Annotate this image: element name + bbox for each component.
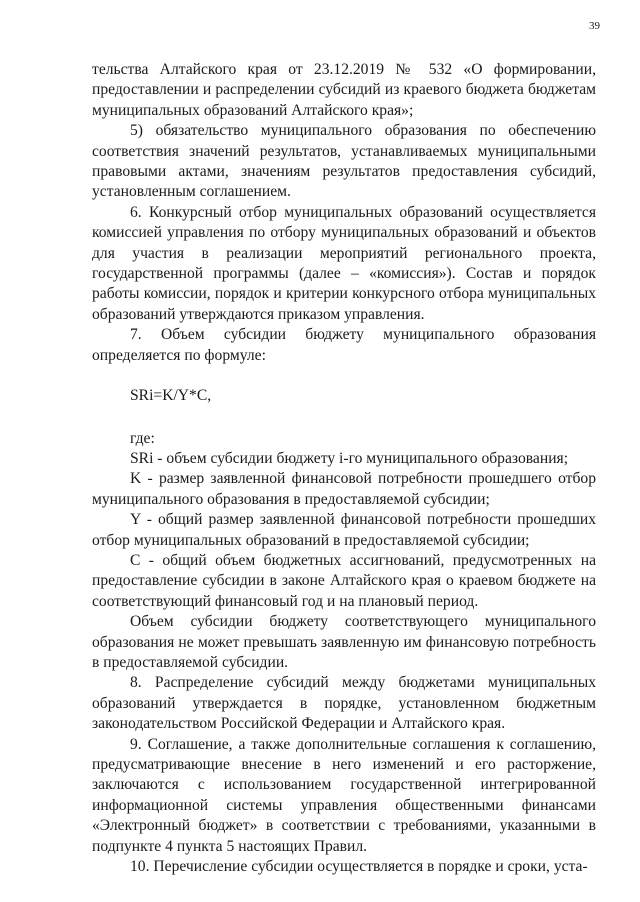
definition-c: C - общий объем бюджетных ассигнований, предусмотренных на предоставление субсидии в законе Алтайского края о краевом бюджете на соответствующий финансовый год и на плановый период. — [92, 551, 596, 610]
paragraph-item-6: 6. Конкурсный отбор муниципальных образований осуществляется комиссией управления по отбору муниципальных образований и объектов для участия в реализации мероприятий регионального проекта, государственной программы (далее – «комиссия»). Состав и порядок работы комиссии, порядок и критерии конкурсного отбора муниципальных образований утверждаются приказом управления. — [92, 203, 596, 323]
paragraph-item-7: 7. Объем субсидии бюджету муниципального образования определяется по формуле: — [92, 326, 596, 364]
document-body — [92, 60, 596, 877]
paragraph-item-9: 9. Соглашение, а также дополнительные соглашения к соглашению, предусматривающие внесение в него изменений и его расторжение, заключаются с использованием государственной интегрированной информационной системы управления общественными финансами «Электронный бюджет» в соответствии с требованиями, указанными в подпункте 4 пункта 5 настоящих Правил. — [92, 735, 596, 855]
formula: SRi=K/Y*C, — [130, 387, 212, 405]
paragraph-item-10: 10. Перечисление субсидии осуществляется в порядке и сроки, уста- — [130, 858, 588, 876]
definition-k: K - размер заявленной финансовой потребности прошедшего отбор муниципального образования в предоставляемой субсидии; — [92, 470, 596, 508]
paragraph-subsidy-limit: Объем субсидии бюджету соответствующего муниципального образования не может превышать заявленную им финансовую потребность в предоставляемой субсидии. — [92, 613, 596, 671]
paragraph-continuation: тельства Алтайского края от 23.12.2019 № 532 «О формировании, предоставлении и распределении субсидий из краевого бюджета бюджетам муниципальных образований Алтайского края»; — [92, 61, 596, 119]
definition-sri: SRi - объем субсидии бюджету i-го муниципального образования; — [130, 449, 569, 467]
paragraph-item-5: 5) обязательство муниципального образования по обеспечению соответствия значений результатов, устанавливаемых муниципальными правовыми актами, значениям результатов предоставления субсидий, установленным соглашением. — [92, 122, 596, 201]
page-number: 39 — [589, 20, 600, 32]
definition-y: Y - общий размер заявленной финансовой потребности прошедших отбор муниципальных образований в предоставляемой субсидии; — [92, 511, 596, 549]
formula-where-label: где: — [130, 429, 155, 447]
paragraph-item-8: 8. Распределение субсидий между бюджетами муниципальных образований утверждается в порядке, установленном бюджетным законодательством Российской Федерации и Алтайского края. — [92, 674, 596, 733]
